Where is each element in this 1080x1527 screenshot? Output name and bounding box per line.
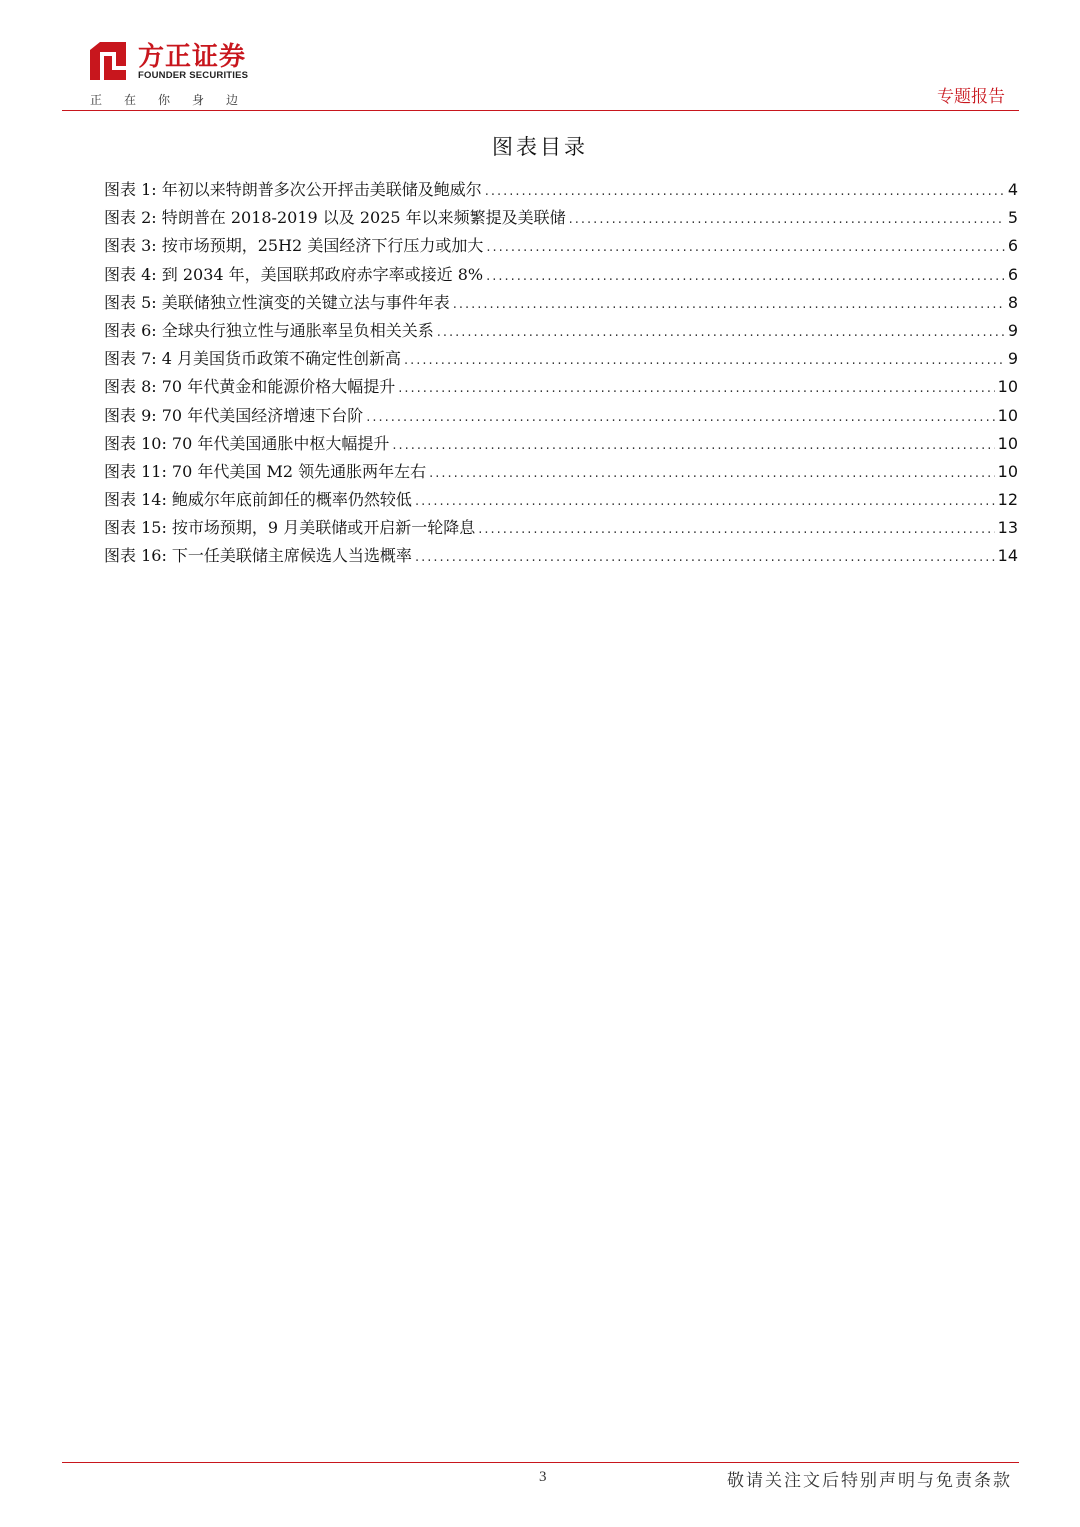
toc-leader-dots [453, 297, 1005, 312]
toc-item-label: 图表 11: 70 年代美国 M2 领先通胀两年左右 [104, 461, 427, 481]
toc-item[interactable] [104, 177, 1018, 205]
toc-leader-dots [398, 381, 994, 396]
toc-item-page: 10 [997, 461, 1018, 481]
toc-item[interactable] [104, 346, 1018, 374]
toc-item-page: 8 [1007, 292, 1018, 312]
toc-item-page: 13 [997, 518, 1018, 538]
company-slogan: 正在你身边 [90, 93, 261, 107]
page-number: 3 [539, 1469, 547, 1485]
toc-item-page: 10 [997, 433, 1018, 453]
toc-item[interactable] [104, 431, 1018, 459]
toc-item-label: 图表 9: 70 年代美国经济增速下台阶 [104, 405, 364, 425]
toc-leader-dots [437, 325, 1005, 340]
toc-item-label: 图表 3: 按市场预期，25H2 美国经济下行压力或加大 [104, 236, 484, 256]
page-header [0, 0, 1080, 112]
toc-item-label: 图表 2: 特朗普在 2018-2019 以及 2025 年以来频繁提及美联储 [104, 208, 566, 228]
toc-item[interactable] [104, 543, 1018, 571]
toc-item-page: 4 [1007, 180, 1018, 199]
toc-leader-dots [404, 353, 1005, 368]
toc-item[interactable] [104, 374, 1018, 402]
footer-divider [62, 1462, 1019, 1463]
table-of-figures [104, 177, 1018, 572]
toc-item-label: 图表 1: 年初以来特朗普多次公开抨击美联储及鲍威尔 [104, 180, 482, 199]
toc-item-page: 12 [997, 490, 1018, 510]
toc-item-label: 图表 6: 全球央行独立性与通胀率呈负相关关系 [104, 320, 434, 340]
toc-item-label: 图表 7: 4 月美国货币政策不确定性创新高 [104, 349, 402, 369]
toc-leader-dots [485, 184, 1005, 199]
toc-item-label: 图表 5: 美联储独立性演变的关键立法与事件年表 [104, 292, 450, 312]
toc-title: 图表目录 [492, 135, 588, 159]
toc-item[interactable] [104, 318, 1018, 346]
toc-item[interactable] [104, 403, 1018, 431]
toc-item-page: 10 [997, 377, 1018, 397]
toc-item-page: 14 [997, 546, 1018, 566]
header-divider [62, 110, 1019, 111]
toc-leader-dots [415, 494, 995, 509]
logo-chinese-name: 方正证券 [138, 42, 247, 72]
toc-item-label: 图表 16: 下一任美联储主席候选人当选概率 [104, 546, 412, 566]
toc-item-page: 6 [1007, 236, 1018, 256]
toc-item-label: 图表 14: 鲍威尔年底前卸任的概率仍然较低 [104, 490, 412, 510]
toc-item[interactable] [104, 290, 1018, 318]
toc-item-page: 10 [997, 405, 1018, 425]
toc-item[interactable] [104, 459, 1018, 487]
toc-leader-dots [429, 466, 995, 481]
toc-leader-dots [392, 438, 994, 453]
toc-item-page: 5 [1007, 208, 1018, 228]
toc-item-label: 图表 4: 到 2034 年，美国联邦政府赤字率或接近 8% [104, 264, 484, 284]
report-type-label: 专题报告 [937, 87, 1005, 107]
toc-item[interactable] [104, 205, 1018, 233]
toc-leader-dots [366, 410, 994, 425]
toc-item-label: 图表 8: 70 年代黄金和能源价格大幅提升 [104, 377, 396, 397]
toc-leader-dots [569, 212, 1005, 227]
logo-english-name: FOUNDER SECURITIES [138, 70, 249, 81]
toc-item-label: 图表 15: 按市场预期，9 月美联储或开启新一轮降息 [104, 518, 476, 538]
toc-item-page: 6 [1007, 264, 1018, 284]
toc-item-page: 9 [1007, 320, 1018, 340]
toc-item-page: 9 [1007, 349, 1018, 369]
toc-item[interactable] [104, 262, 1018, 290]
toc-item[interactable] [104, 487, 1018, 515]
founder-logo-icon [86, 40, 128, 82]
toc-leader-dots [486, 269, 1005, 284]
toc-leader-dots [486, 240, 1004, 255]
disclaimer-link[interactable]: 敬请关注文后特别声明与免责条款 [727, 1471, 1012, 1491]
toc-item[interactable] [104, 233, 1018, 261]
toc-item[interactable] [104, 515, 1018, 543]
toc-item-label: 图表 10: 70 年代美国通胀中枢大幅提升 [104, 433, 390, 453]
toc-leader-dots [415, 550, 995, 565]
toc-leader-dots [478, 522, 994, 537]
